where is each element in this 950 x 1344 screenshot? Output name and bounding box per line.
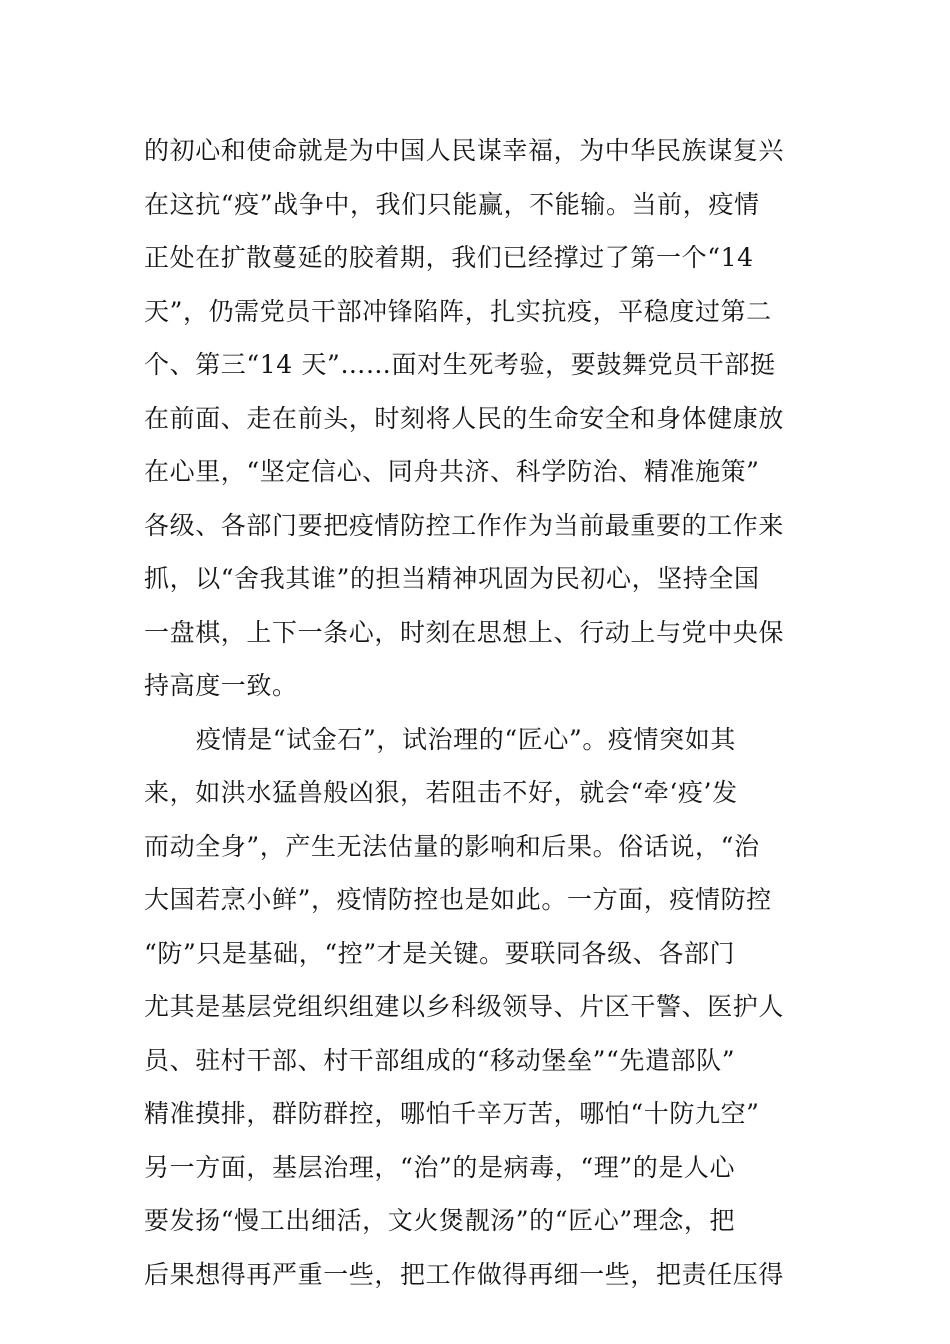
- paragraph-1: [144, 124, 810, 713]
- text-line: 大国若烹小鲜”，疫情防控也是如此。一方面，疫情防控: [144, 885, 772, 914]
- text-line: 天”，仍需党员干部冲锋陷阵，扎实抗疫，平稳度过第二: [144, 296, 772, 326]
- text-line: 而动全身”，产生无法估量的影响和后果。俗话说，“治: [144, 831, 760, 861]
- text-line: 在这抗“疫”战争中，我们只能赢，不能输。当前，疫情: [144, 189, 760, 219]
- text-line: “防”只是基础，“控”才是关键。要联同各级、各部门: [144, 938, 736, 968]
- text-line: 个、第三“14 天”……面对生死考验，要鼓舞党员干部挺: [144, 350, 776, 379]
- text-line: 员、驻村干部、村干部组成的“移动堡垒”“先遣部队”: [144, 1045, 736, 1075]
- text-line: 来，如洪水猛兽般凶狠，若阻击不好，就会“牵‘疫’发: [144, 778, 738, 807]
- text-line: 正处在扩散蔓延的胶着期，我们已经撑过了第一个“14: [144, 243, 754, 272]
- text-line: 尤其是基层党组织组建以乡科级领导、片区干警、医护人: [144, 992, 785, 1021]
- text-line: 在心里，“坚定信心、同舟共济、科学防治、精准施策”: [144, 457, 760, 486]
- text-line: 各级、各部门要把疫情防控工作作为当前最重要的工作来: [144, 510, 785, 540]
- text-line: 在前面、走在前头，时刻将人民的生命安全和身体健康放: [144, 403, 785, 433]
- document-body: [144, 124, 810, 1301]
- text-line: 后果想得再严重一些，把工作做得再细一些，把责任压得: [144, 1259, 785, 1289]
- paragraph-2: [144, 713, 810, 1302]
- text-line: 抓，以“舍我其谁”的担当精神巩固为民初心，坚持全国: [144, 564, 760, 593]
- text-line: 要发扬“慢工出细活，文火煲靓汤”的“匠心”理念，把: [144, 1206, 736, 1235]
- text-line: 的初心和使命就是为中国人民谋幸福，为中华民族谋复兴: [144, 136, 785, 165]
- text-line: 另一方面，基层治理，“治”的是病毒，“理”的是人心: [144, 1152, 736, 1182]
- text-line: 精准摸排，群防群控，哪怕千辛万苦，哪怕“十防九空”: [144, 1099, 760, 1128]
- text-line: 疫情是“试金石”，试治理的“匠心”。疫情突如其: [196, 724, 736, 754]
- text-line: 一盘棋，上下一条心，时刻在思想上、行动上与党中央保: [144, 617, 785, 647]
- text-line: 持高度一致。: [144, 671, 298, 700]
